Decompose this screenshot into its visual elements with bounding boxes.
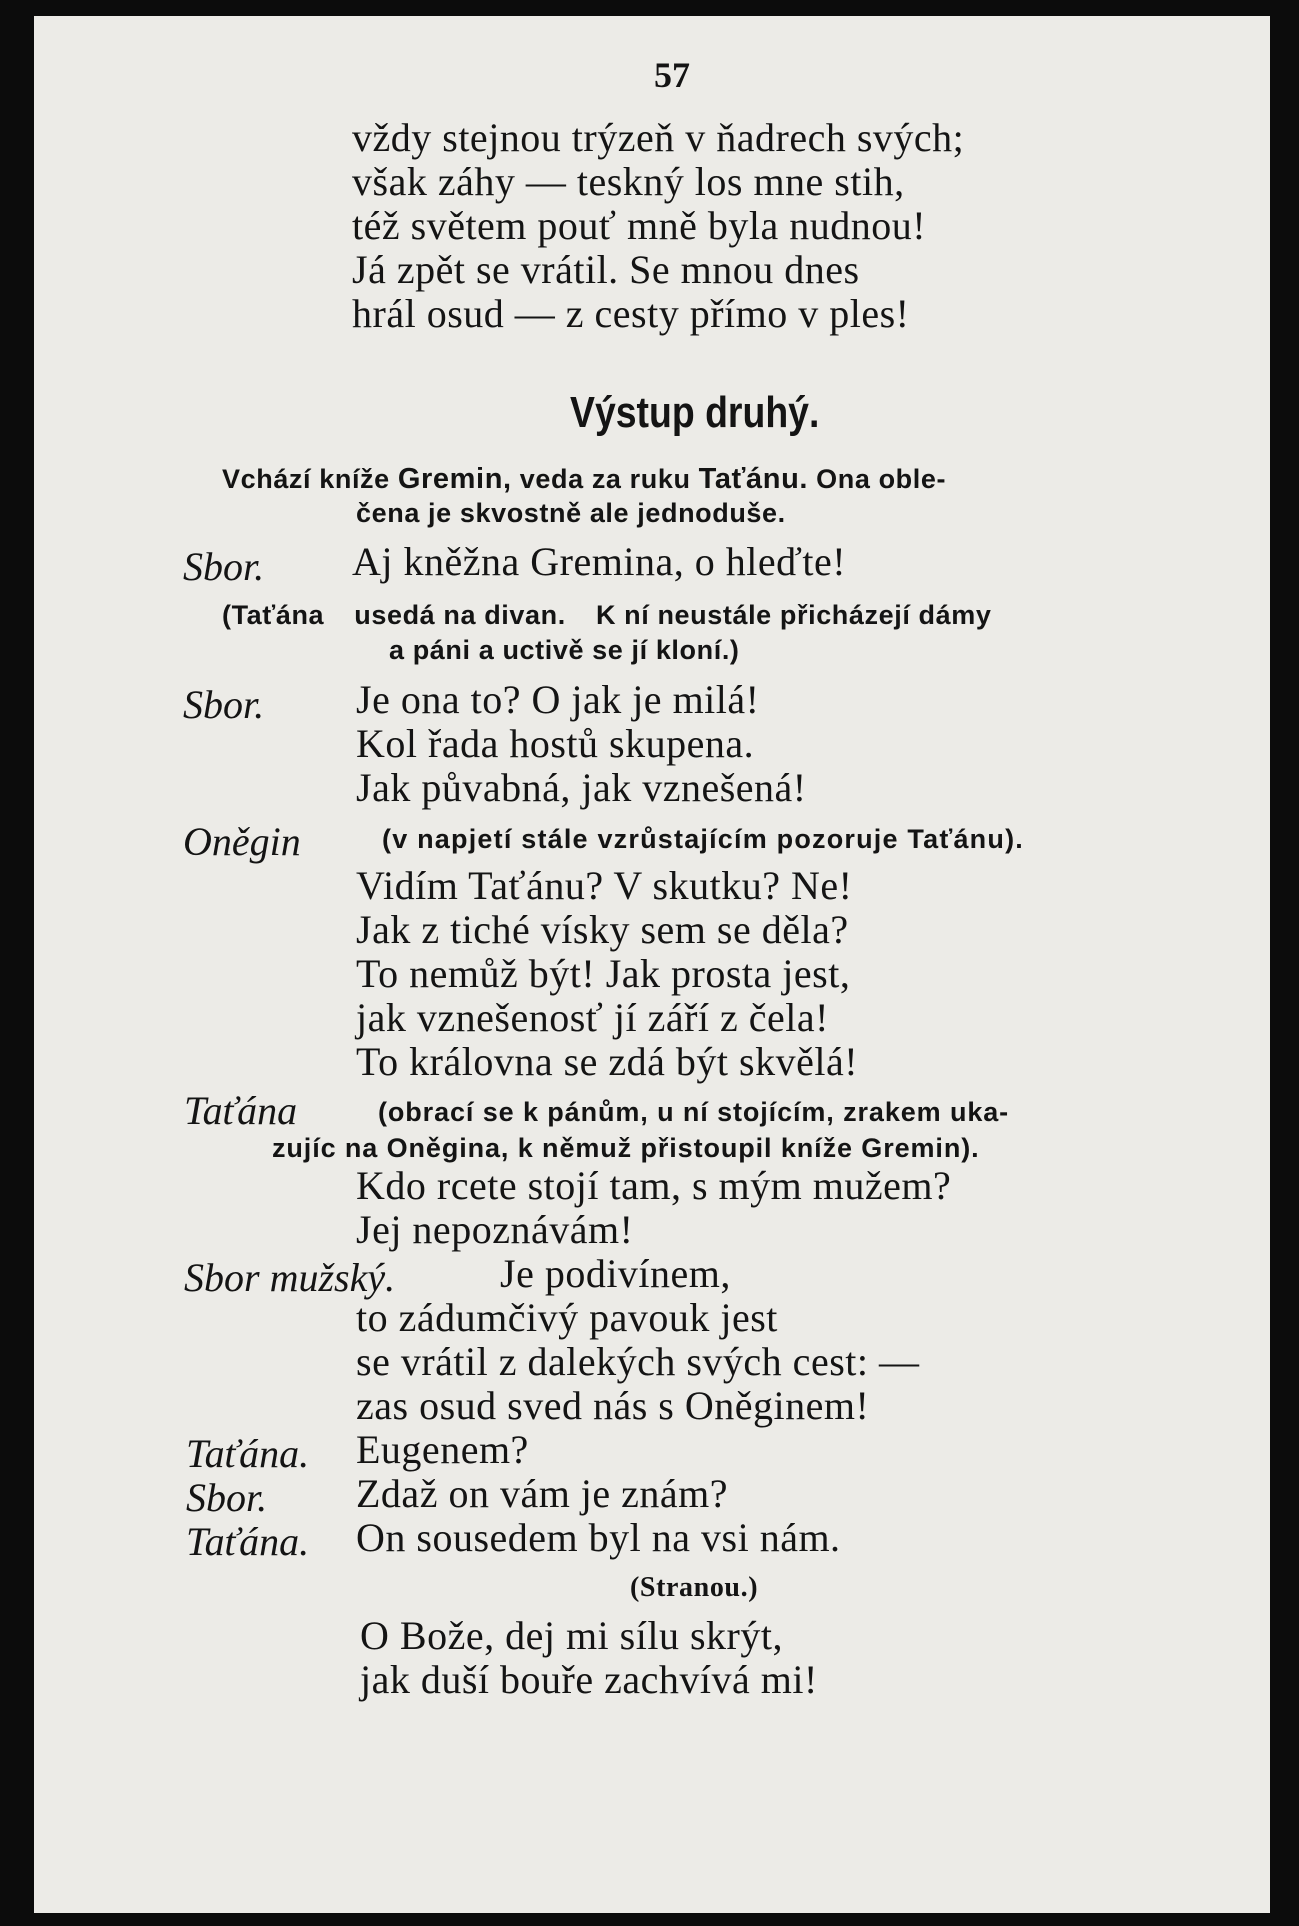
verse-line: Já zpět se vrátil. Se mnou dnes — [352, 247, 860, 292]
stage-direction-line: čena je skvostně ale jednoduše. — [356, 498, 786, 528]
stage-direction — [222, 463, 946, 496]
speaker-name: Sbor. — [183, 544, 265, 589]
verse-line: však záhy — teskný los mne stih, — [352, 159, 905, 204]
verse-line: To nemůž být! Jak prosta jest, — [356, 951, 851, 996]
verse-line: jak vznešenosť jí září z čela! — [356, 995, 829, 1040]
speaker-name: Sbor. — [183, 682, 265, 727]
stage-direction: (obrací se k pánům, u ní stojícím, zrakem uka- — [378, 1097, 1010, 1127]
stage-direction — [222, 600, 1222, 631]
verse-line: Zdaž on vám je znám? — [356, 1471, 729, 1516]
speaker-name: Taťána. — [186, 1519, 310, 1564]
verse-line: Vidím Taťánu? V skutku? Ne! — [356, 863, 853, 908]
verse-line: to zádumčivý pavouk jest — [356, 1295, 778, 1340]
stage-direction-line: zujíc na Oněgina, k němuž přistoupil kníže Gremin). — [272, 1133, 980, 1163]
scene-heading: Výstup druhý. — [570, 388, 820, 437]
verse-line: zas osud sved nás s Oněginem! — [356, 1383, 870, 1428]
stage-text: (Taťána — [222, 600, 325, 630]
stage-direction: (Stranou.) — [630, 1572, 759, 1603]
stage-text: veda za ruku — [511, 464, 699, 494]
stage-text: Vchází kníže — [222, 464, 398, 494]
verse-line: To královna se zdá být skvělá! — [356, 1039, 859, 1084]
verse-line: se vrátil z dalekých svých cest: — — [356, 1339, 920, 1384]
verse-line: Kol řada hostů skupena. — [356, 721, 755, 766]
stage-direction: (v napjetí stále vzrůstajícím pozoruje Taťánu). — [382, 824, 1024, 854]
stage-text: K ní neustále přicházejí dámy — [595, 600, 992, 630]
verse-line: Eugenem? — [356, 1427, 529, 1472]
verse-line: jak duší bouře zachvívá mi! — [360, 1657, 818, 1702]
verse-line: O Bože, dej mi sílu skrýt, — [360, 1613, 783, 1658]
verse-line: Je podivínem, — [500, 1251, 731, 1296]
verse-line: Kdo rcete stojí tam, s mým mužem? — [356, 1163, 952, 1208]
speaker-name: Taťána. — [186, 1431, 310, 1476]
verse-line: též světem pouť mně byla nudnou! — [352, 203, 927, 248]
verse-line: Aj kněžna Gremina, o hleďte! — [352, 539, 847, 584]
book-page — [34, 16, 1270, 1913]
speaker-name: Sbor mužský. — [184, 1255, 396, 1300]
verse-line: On sousedem byl na vsi nám. — [356, 1515, 841, 1560]
stage-text: Ona oble- — [808, 464, 947, 494]
page-number: 57 — [654, 55, 690, 95]
verse-line: vždy stejnou trýzeň v ňadrech svých; — [352, 115, 965, 160]
verse-line: Je ona to? O jak je milá! — [356, 677, 760, 722]
verse-line: Jej nepoznávám! — [356, 1207, 634, 1252]
verse-line: Jak z tiché vísky sem se děla? — [356, 907, 849, 952]
stage-direction-line: a páni a uctivě se jí kloní.) — [389, 635, 740, 665]
verse-line: Jak půvabná, jak vznešená! — [356, 765, 807, 810]
character-name: Taťánu. — [698, 463, 809, 495]
speaker-name: Oněgin — [183, 819, 301, 864]
stage-text: usedá na divan. — [354, 600, 566, 630]
speaker-name: Taťána — [184, 1088, 298, 1133]
character-name: Gremin, — [397, 463, 512, 495]
speaker-name: Sbor. — [186, 1475, 268, 1520]
verse-line: hrál osud — z cesty přímo v ples! — [352, 291, 910, 336]
